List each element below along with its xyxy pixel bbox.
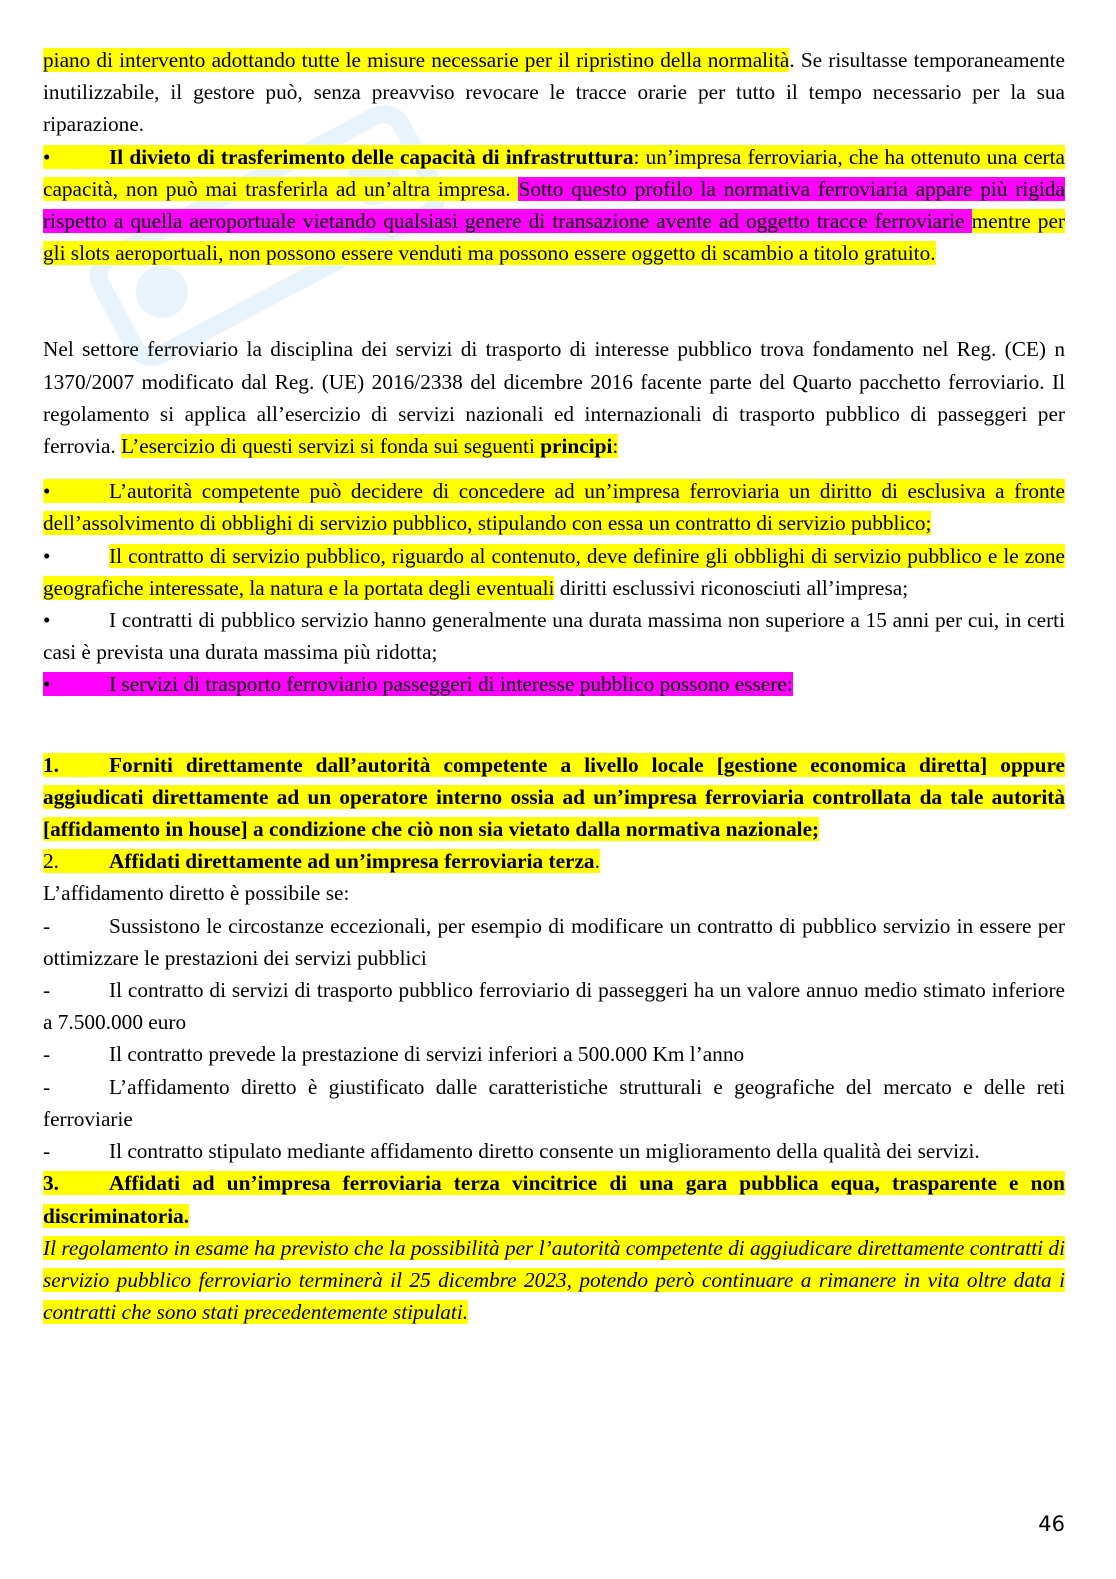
plain-text: diritti esclussivi riconosciuti all’impresa;	[554, 575, 909, 600]
condition-text: Sussistono le circostanze eccezionali, per esempio di modificare un contratto di pubblico servizio in essere per ottimizzare le prestazioni dei servizi pubblici	[43, 913, 1065, 970]
numbered-text: Forniti direttamente dall’autorità competente a livello locale [gestione economica diretta] oppure aggiudicati direttamente ad un operatore interno ossia ad un’impresa ferroviaria controllata da tale autorità [affidamento in house] a condizione che ciò non sia vietato dalla normativa nazionale;	[43, 752, 1065, 842]
principle-item-2	[43, 540, 1065, 604]
highlighted-text: mentre per gli slots aeroportuali, non possono essere venduti ma possono essere oggetto di scambio a titolo gratuito.	[43, 209, 1065, 266]
condition-item-4	[43, 1071, 1065, 1135]
bullet-marker: •	[43, 479, 51, 504]
condition-text: L’affidamento diretto è giustificato dalle caratteristiche strutturali e geografiche del mercato e delle reti ferroviarie	[43, 1074, 1065, 1131]
principle-item-4	[43, 668, 1065, 700]
numbered-text: Affidati ad un’impresa ferroviaria terza vincitrice di una gara pubblica equa, trasparente e non discriminatoria.	[43, 1171, 1065, 1228]
numbered-item-3	[43, 1167, 1065, 1231]
principle-item-1	[43, 475, 1065, 539]
condition-item-5	[43, 1135, 1065, 1167]
condition-item-1	[43, 910, 1065, 974]
condition-text: Il contratto di servizi di trasporto pubblico ferroviario di passeggeri ha un valore annuo medio stimato inferiore a 7.500.000 euro	[43, 978, 1065, 1035]
bullet-marker: •	[43, 543, 51, 568]
plain-text: : un’impresa ferroviaria, che ha ottenuto una certa capacità, non può mai trasferirla ad un’altra impresa.	[43, 144, 1065, 201]
principle-item-3	[43, 604, 1065, 668]
page-number: 46	[1038, 1512, 1065, 1536]
plain-text: . Se risultasse temporaneamente inutilizzabile, il gestore può, senza preavviso revocare le tracce orarie per tutto il tempo necessario per la sua riparazione.	[43, 48, 1065, 137]
magenta-highlight: Sotto questo profilo la normativa ferroviaria appare più rigida rispetto a quella aeroportuale vietando qualsiasi genere di transazione avente ad oggetto tracce ferroviarie	[43, 176, 1065, 234]
bullet-marker: •	[43, 608, 51, 633]
principle-text: I servizi di trasporto ferroviario passeggeri di interesse pubblico possono essere:	[109, 672, 793, 697]
dash-marker: -	[43, 978, 51, 1003]
direct-award-intro: L’affidamento diretto è possibile se:	[43, 881, 350, 906]
dash-marker: -	[43, 1074, 51, 1099]
plain-text: Nel settore ferroviario la disciplina dei servizi di trasporto di interesse pubblico trova fondamento nel Reg. (CE) n 1370/2007 modificato dal Reg. (UE) 2016/2338 del dicembre 2016 facente parte del Quarto pacchetto ferroviario. Il regolamento si applica all’esercizio di servizi nazionali ed internazionali di trasporto pubblico di passeggeri per ferrovia.	[43, 337, 1065, 459]
bold-heading: Il divieto di trasferimento delle capacità di infrastruttura	[109, 144, 634, 169]
condition-item-2	[43, 974, 1065, 1038]
principle-text: L’autorità competente può decidere di concedere ad un’impresa ferroviaria un diritto di esclusiva a fronte dell’assolvimento di obblighi di servizio pubblico, stipulando con essa un contratto di servizio pubblico;	[43, 479, 1065, 536]
document-page	[43, 44, 1065, 1328]
dash-marker: -	[43, 1042, 51, 1067]
numbered-item-2	[43, 845, 1065, 877]
number-marker: 3.	[43, 1171, 59, 1196]
bullet-marker: •	[43, 672, 51, 697]
principle-text: I contratti di pubblico servizio hanno generalmente una durata massima non superiore a 15 anni per cui, in certi casi è prevista una durata massima più ridotta;	[43, 608, 1065, 665]
italic-highlighted-text: Il regolamento in esame ha previsto che la possibilità per l’autorità competente di aggiudicare direttamente contratti di servizio pubblico ferroviario terminerà il 25 dicembre 2023, potendo però continuare a rimanere in vita oltre data i contratti che sono stati precedentemente stipulati.	[43, 1235, 1065, 1325]
bold-word: principi	[540, 434, 613, 459]
number-marker: 2.	[43, 849, 59, 874]
bullet-marker: •	[43, 144, 51, 169]
bullet-transfer-ban	[43, 141, 1065, 270]
number-marker: 1.	[43, 752, 59, 777]
numbered-text: Affidati direttamente ad un’impresa ferroviaria terza	[109, 849, 595, 874]
numbered-item-1	[43, 749, 1065, 846]
principle-text: Il contratto di servizio pubblico, riguardo al contenuto, deve definire gli obblighi di servizio pubblico e le zone geografiche interessate, la natura e la portata degli eventuali	[43, 543, 1065, 600]
highlighted-text: piano di intervento adottando tutte le misure necessarie per il ripristino della normalità	[43, 48, 790, 72]
condition-item-3	[43, 1038, 1065, 1070]
highlighted-text: L’esercizio di questi servizi si fonda sui seguenti	[121, 434, 541, 459]
colon: :	[612, 434, 619, 459]
period: .	[594, 849, 600, 874]
paragraph-regulation	[43, 333, 1065, 462]
condition-text: Il contratto prevede la prestazione di servizi inferiori a 500.000 Km l’anno	[109, 1042, 745, 1067]
dash-marker: -	[43, 913, 51, 938]
condition-text: Il contratto stipulato mediante affidamento diretto consente un miglioramento della qualità dei servizi.	[109, 1139, 980, 1164]
dash-marker: -	[43, 1139, 51, 1164]
paragraph-continuation	[43, 44, 1065, 141]
final-italic-paragraph	[43, 1232, 1065, 1329]
